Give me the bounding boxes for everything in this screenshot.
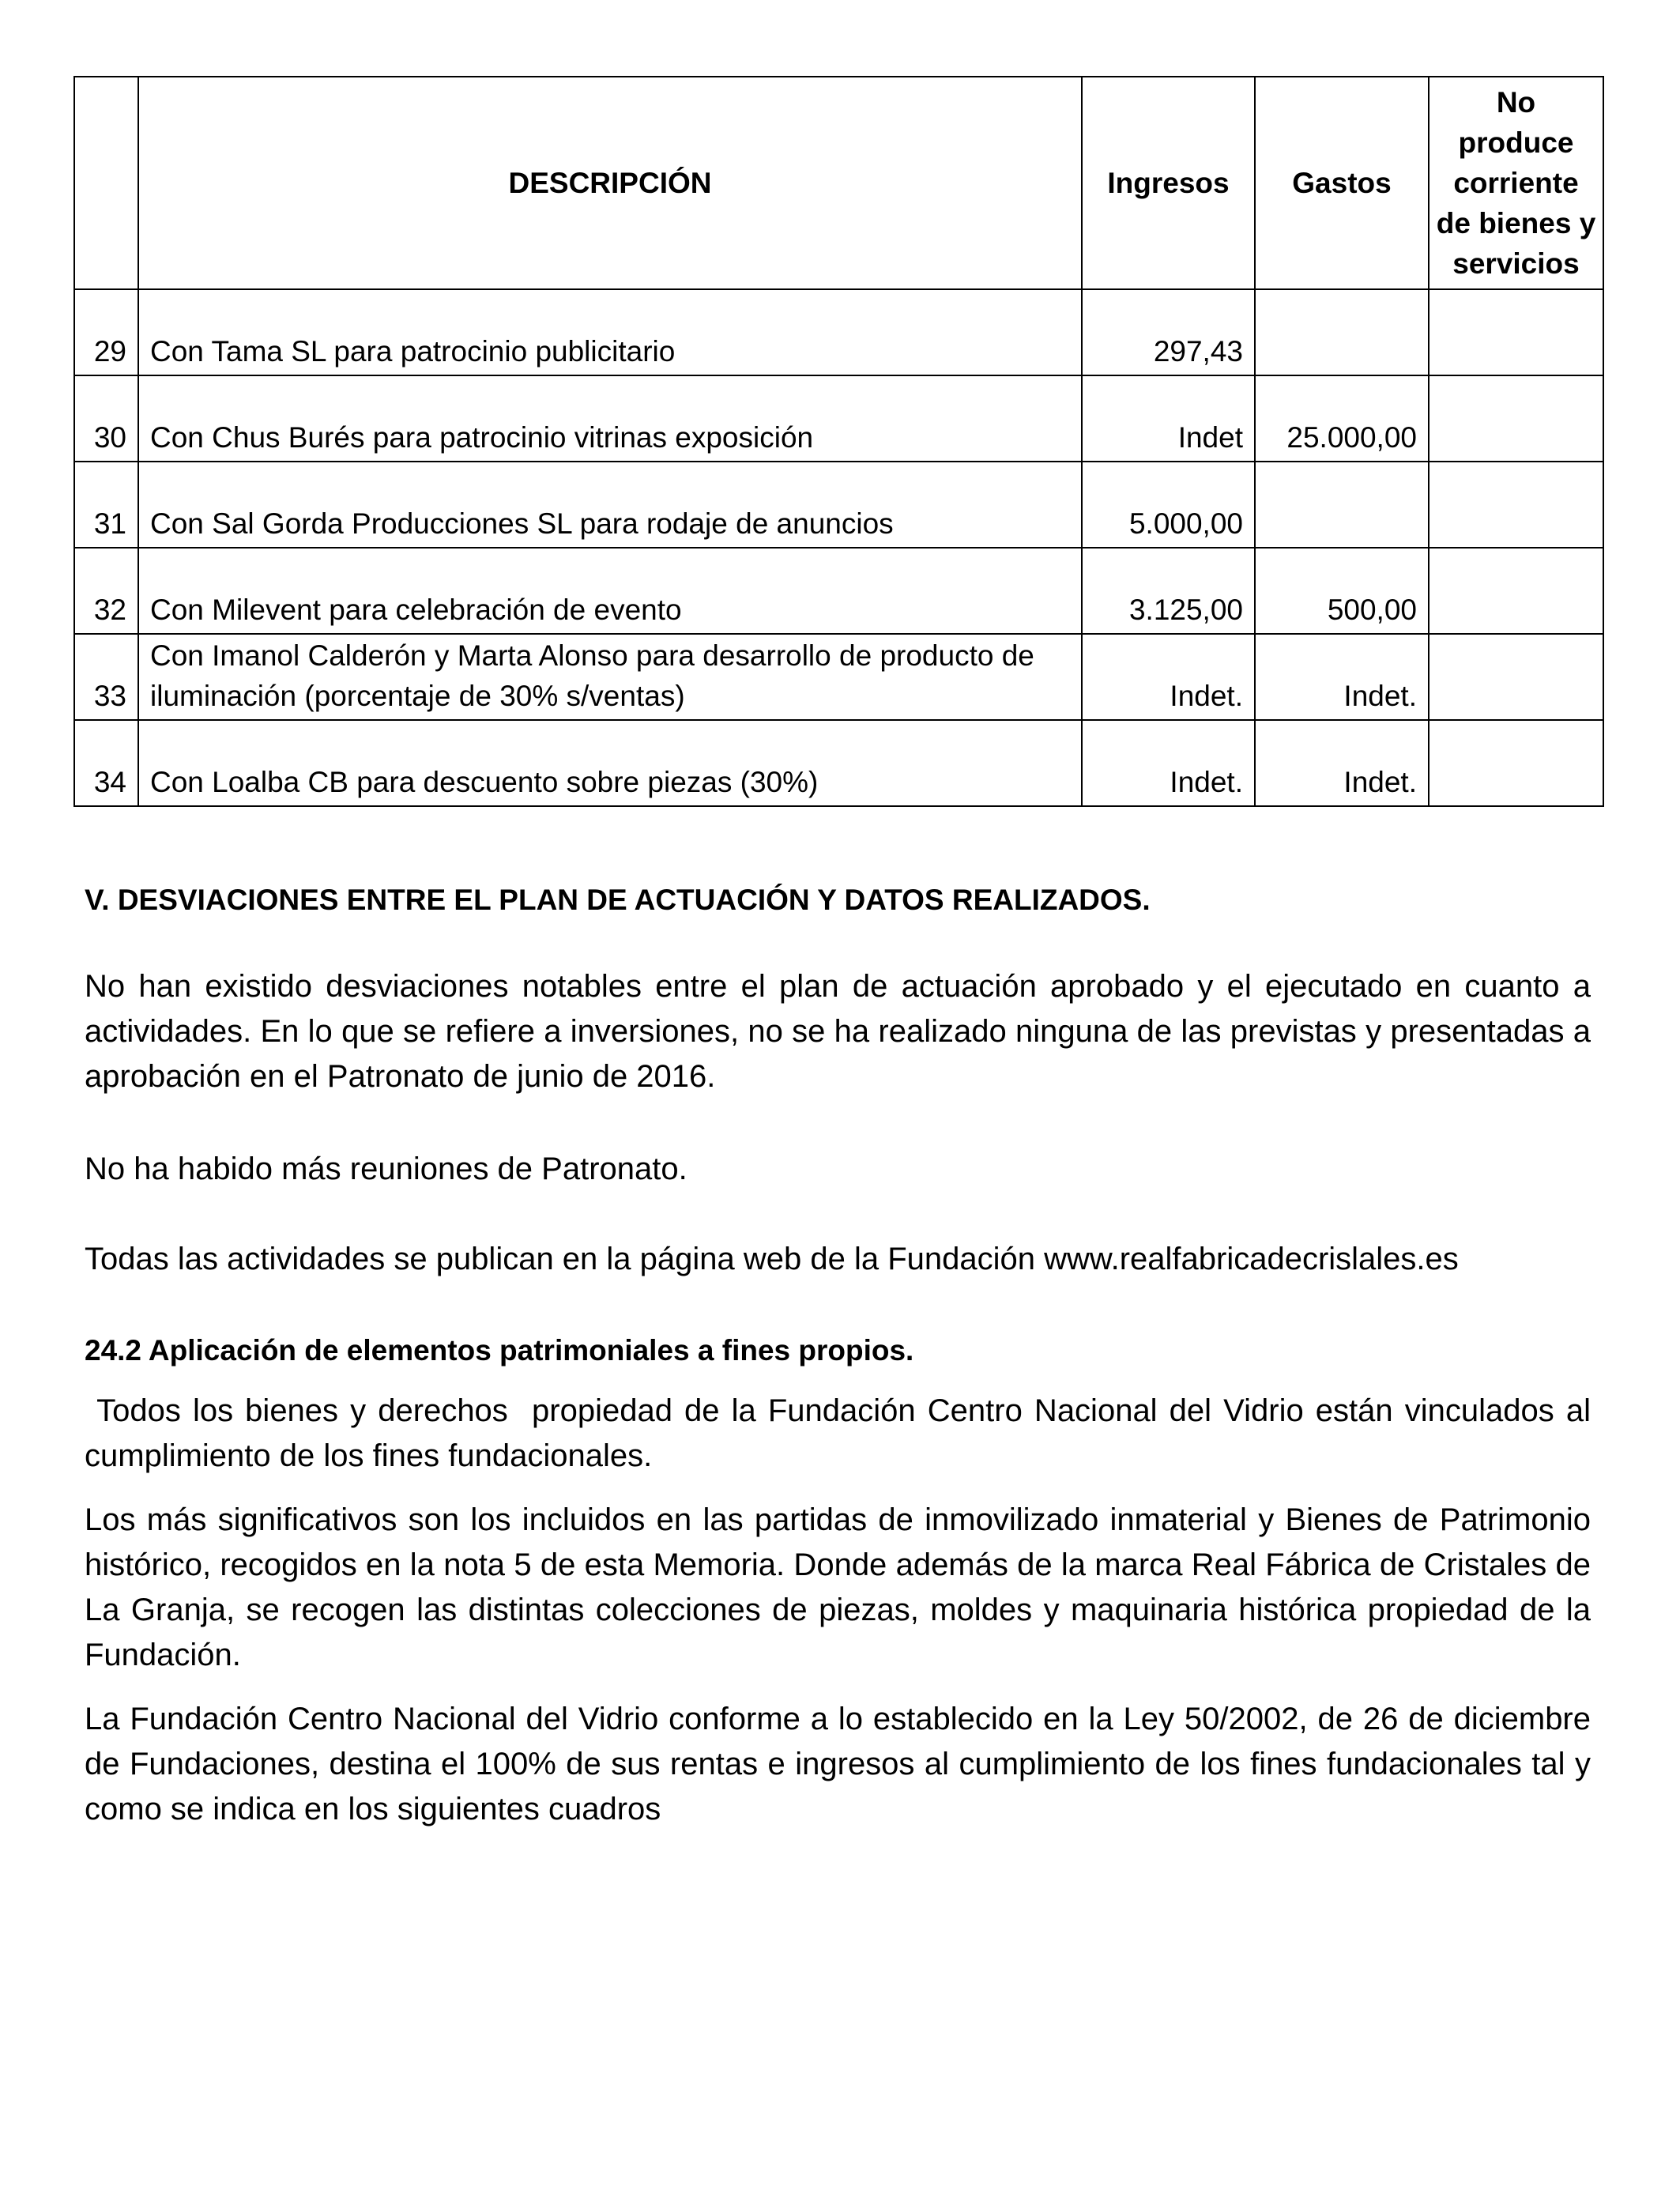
row-expenses <box>1255 462 1429 548</box>
row-expenses: Indet. <box>1255 720 1429 806</box>
row-number: 32 <box>74 548 138 634</box>
section-v-heading: V. DESVIACIONES ENTRE EL PLAN DE ACTUACIÓN Y DATOS REALIZADOS. <box>85 884 1151 916</box>
section-v-paragraph-website: Todas las actividades se publican en la página web de la Fundación www.realfabricadecrislales.es <box>85 1242 1459 1276</box>
row-expenses: 25.000,00 <box>1255 375 1429 462</box>
section-24-2-paragraph-law: La Fundación Centro Nacional del Vidrio conforme a lo establecido en la Ley 50/2002, de 26 de diciembre de Fundaciones, destina el 100% de sus rentas e ingresos al cumplimiento de los fines fundacionales tal y como se indica en los siguientes cuadros <box>85 1702 1591 1826</box>
row-expenses <box>1255 289 1429 375</box>
row-income: Indet. <box>1082 634 1255 720</box>
row-no-current <box>1429 634 1603 720</box>
table-row <box>74 548 1603 634</box>
row-description: Con Loalba CB para descuento sobre piezas (30%) <box>138 720 1082 806</box>
row-number: 29 <box>74 289 138 375</box>
row-number: 33 <box>74 634 138 720</box>
row-no-current <box>1429 375 1603 462</box>
row-no-current <box>1429 720 1603 806</box>
table-row <box>74 720 1603 806</box>
agreements-table <box>73 76 1604 807</box>
row-description: Con Imanol Calderón y Marta Alonso para desarrollo de producto de iluminación (porcentaje de 30% s/ventas) <box>138 634 1082 720</box>
section-24-2-paragraph-assets: Todos los bienes y derechos propiedad de la Fundación Centro Nacional del Vidrio están vinculados al cumplimiento de los fines fundacionales. <box>85 1393 1600 1473</box>
header-number <box>74 77 138 289</box>
row-income: 297,43 <box>1082 289 1255 375</box>
table-header-row <box>74 77 1603 289</box>
header-expenses: Gastos <box>1255 77 1429 289</box>
row-expenses: Indet. <box>1255 634 1429 720</box>
row-description: Con Milevent para celebración de evento <box>138 548 1082 634</box>
header-description: DESCRIPCIÓN <box>138 77 1082 289</box>
row-income: 3.125,00 <box>1082 548 1255 634</box>
table-row <box>74 289 1603 375</box>
row-no-current <box>1429 462 1603 548</box>
row-description: Con Sal Gorda Producciones SL para rodaje de anuncios <box>138 462 1082 548</box>
table-row <box>74 462 1603 548</box>
table-row <box>74 634 1603 720</box>
row-income: 5.000,00 <box>1082 462 1255 548</box>
row-number: 31 <box>74 462 138 548</box>
section-v-paragraph-meetings: No ha habido más reuniones de Patronato. <box>85 1152 687 1186</box>
row-number: 30 <box>74 375 138 462</box>
row-number: 34 <box>74 720 138 806</box>
row-description: Con Tama SL para patrocinio publicitario <box>138 289 1082 375</box>
header-income: Ingresos <box>1082 77 1255 289</box>
section-24-2-heading: 24.2 Aplicación de elementos patrimoniales a fines propios. <box>85 1334 914 1367</box>
row-description: Con Chus Burés para patrocinio vitrinas exposición <box>138 375 1082 462</box>
row-income: Indet <box>1082 375 1255 462</box>
section-24-2-paragraph-significant: Los más significativos son los incluidos en las partidas de inmovilizado inmaterial y Bienes de Patrimonio histórico, recogidos en la nota 5 de esta Memoria. Donde además de la marca Real Fábrica de Cristales de La Granja, se recogen las distintas colecciones de piezas, moldes y maquinaria histórica propiedad de la Fundación. <box>85 1502 1591 1672</box>
row-no-current <box>1429 289 1603 375</box>
row-income: Indet. <box>1082 720 1255 806</box>
section-v-paragraph-deviations: No han existido desviaciones notables entre el plan de actuación aprobado y el ejecutado en cuanto a actividades. En lo que se refiere a inversiones, no se ha realizado ninguna de las previstas y presentadas a aprobación en el Patronato de junio de 2016. <box>85 969 1591 1094</box>
row-expenses: 500,00 <box>1255 548 1429 634</box>
table-row <box>74 375 1603 462</box>
header-no-current: No produce corriente de bienes y servicios <box>1429 77 1603 289</box>
row-no-current <box>1429 548 1603 634</box>
